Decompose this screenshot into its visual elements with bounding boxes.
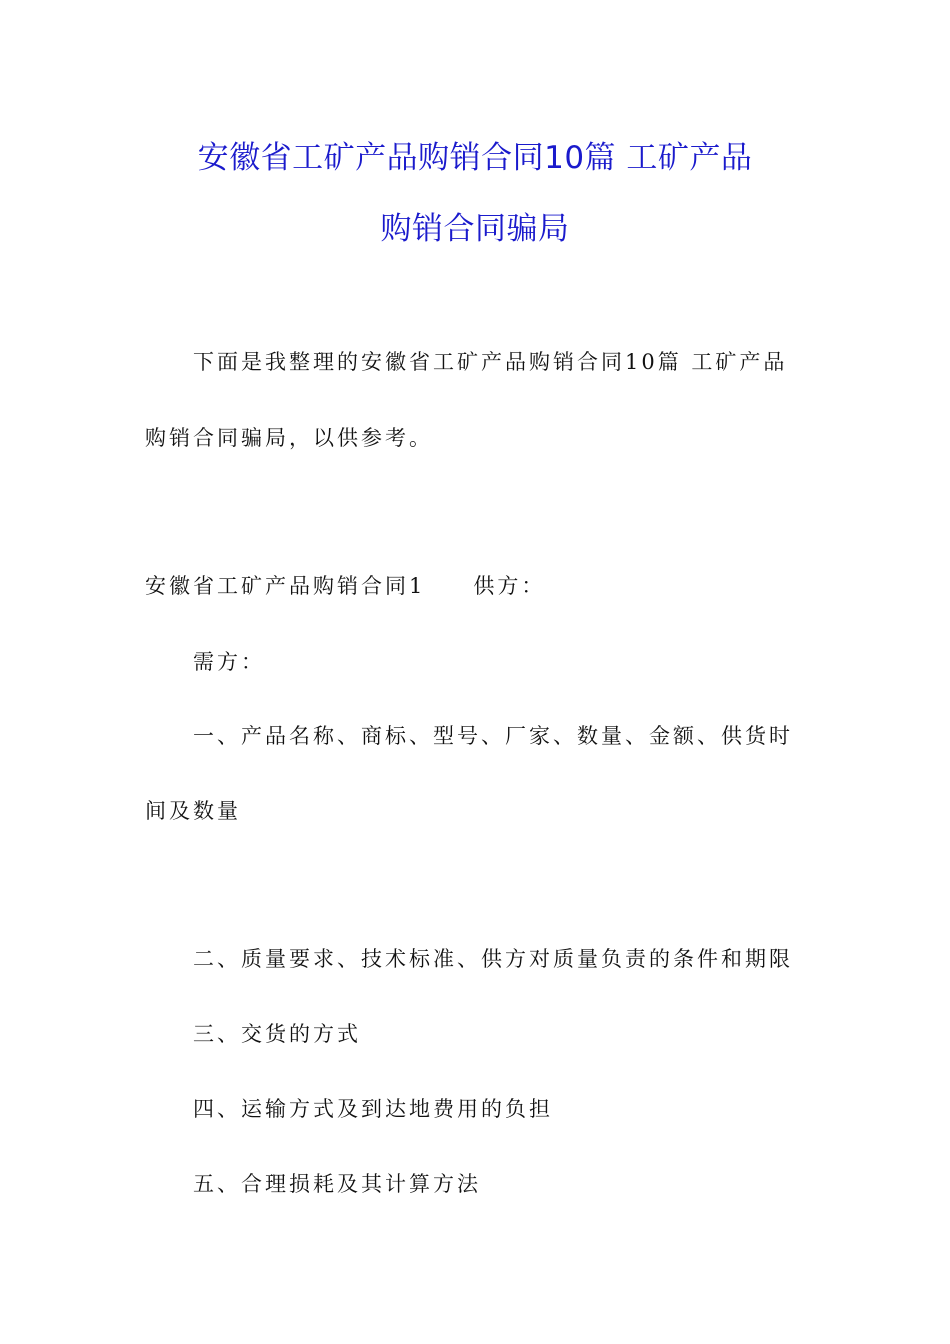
item-1-line-2: 间及数量 — [145, 799, 241, 823]
item-2: 二、质量要求、技术标准、供方对质量负责的条件和期限 — [193, 947, 793, 971]
supplier-label: 供方： — [473, 574, 546, 598]
section-heading: 安徽省工矿产品购销合同1 — [145, 574, 426, 598]
section-heading-row — [145, 570, 545, 600]
intro-paragraph-line-2: 购销合同骗局，以供参考。 — [145, 426, 433, 450]
item-3: 三、交货的方式 — [193, 1022, 361, 1046]
item-5: 五、合理损耗及其计算方法 — [193, 1172, 481, 1196]
item-1-line-1: 一、产品名称、商标、型号、厂家、数量、金额、供货时 — [193, 724, 793, 748]
document-title-line-2: 购销合同骗局 — [380, 211, 570, 247]
intro-paragraph-line-1: 下面是我整理的安徽省工矿产品购销合同10篇 工矿产品 — [193, 350, 788, 374]
buyer-label: 需方： — [193, 650, 265, 674]
item-4: 四、运输方式及到达地费用的负担 — [193, 1097, 553, 1121]
document-title-line-1: 安徽省工矿产品购销合同10篇 工矿产品 — [197, 140, 753, 176]
